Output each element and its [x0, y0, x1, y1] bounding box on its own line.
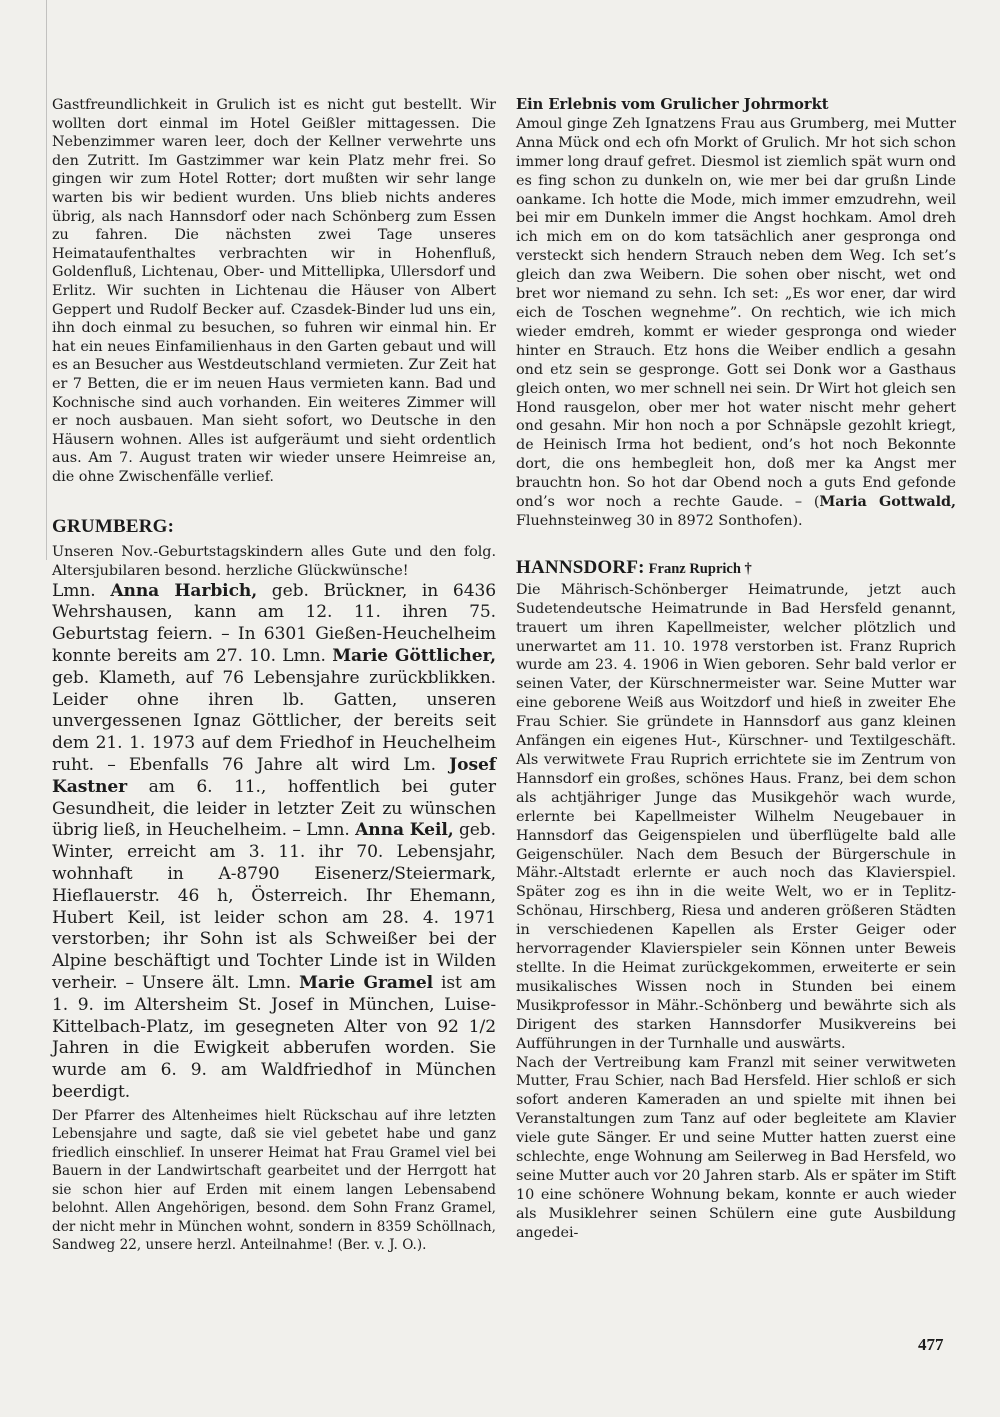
right-column: [516, 96, 956, 1243]
hannsdorf-subheading: Franz Ruprich †: [648, 560, 752, 577]
name-marie-goettlicher: Marie Göttlicher,: [332, 646, 496, 667]
erlebnis-heading: Ein Erlebnis vom Grulicher Johrmorkt: [516, 96, 829, 113]
grumberg-intro: Unseren Nov.-Geburtstagskindern alles Gute und den folg. Altersjubilaren besond. herzliche Glückwünsche!: [52, 544, 496, 580]
article-intro-paragraph: Gastfreundlichkeit in Grulich ist es nicht gut bestellt. Wir wollten dort einmal im Hotel Geißler mittagessen. Die Nebenzimmer waren leer, doch der Kellner verwehrte uns den Zutritt. Im Gastzimmer war kein Platz mehr frei. So gingen wir zum Hotel Rotter; dort mußten wir sehr lange warten bis wir bedient wurden. Uns blieb nichts anderes übrig, als nach Hannsdorf oder nach Schönberg zum Essen zu fahren. Die nächsten zwei Tage unseres Heimataufenthaltes verbrachten wir in Hohenfluß, Goldenfluß, Lichtenau, Ober- und Mittellipka, Ullersdorf und Erlitz. Wir suchten in Lichtenau die Häuser von Albert Geppert und Rudolf Becker auf. Czasdek-Binder lud uns ein, ihn doch einmal zu besuchen, so fuhren wir einmal hin. Er hat ein neues Einfamilienhaus in den Garten gebaut und will es an Besucher aus Westdeutschland vermieten. Zur Zeit hat er 7 Betten, die er im neuen Haus vermieten kann. Bad und Kochnische sind auch vorhanden. Ein weiteres Zimmer will er noch ausbauen. Man sieht sofort, wo Deutsche in den Häusern wohnen. Alles ist aufgeräumt und sieht ordentlich aus. Am 7. August traten wir wieder unsere Heimreise an, die ohne Zwischenfälle verlief.: [52, 97, 496, 485]
name-marie-gramel: Marie Gramel: [299, 973, 433, 993]
left-column: [52, 96, 496, 1255]
scan-edge-line: [46, 0, 47, 560]
gramel-obituary-note: Der Pfarrer des Altenheimes hielt Rückschau auf ihre letzten Lebensjahre und sagte, daß sie viel gebetet habe und ganz friedlich einschlief. In unserer Heimat hat Frau Gramel viel bei Bauern in der Landwirtschaft gearbeitet und der Herrgott hat sie schon hier auf Erden mit einem langen Lebensabend belohnt. Allen Angehörigen, besond. dem Sohn Franz Gramel, der nicht mehr in München wohnt, sondern in 8359 Schöllnach, Sandweg 22, unsere herzl. Anteilnahme! (Ber. v. J. O.).: [52, 1107, 496, 1254]
erlebnis-story: Amoul ginge Zeh Ignatzens Frau aus Grumberg, mei Mutter Anna Mück ond ech ofn Morkt of Grulich. Mr hot sich schon immer long drauf gefret. Diesmol ist ziemlich spät wurn ond es fing schon zu dunkeln on, wie mer bei dar grußn Linde oankame. Ich hotte die Mode, mich immer emzudrehn, weil bei mir em Dunkeln immer die Angst hochkam. Amol dreh ich mich em on do kom tatsächlich aner gespronga ond versteckt sich hendern Strauch neben dem Weg. Ich set’s gleich dan zwa Weibern. Die sohen ober nischt, wet ond bret wor niemand zu sehn. Ich set: „Es wor ener, dar wird eich de Toschen wegnehme”. On rechtich, wie ich mich wieder emdreh, kommt er wieder gespronga ond wieder hinter en Strauch. Etz hons die Weiber endlich a gesahn ond etz sein se gespronge. Gott sei Donk wor a Gasthaus gleich onten, wo mer schnell nei sein. Dr Wirt hot gleich sen Hond rausgelon, ober mer hot water nischt mehr gehert ond gesahn. Mir hon noch a por Schnäpsle gezohlt kriegt, de Heinisch Irma hot bedient, ond’s hot noch Bekonnte dort, die ons hembegleit hon, doß mer ka Angst mer brauchtn hon. So hot dar Obend noch a guts End gefonde ond’s wor noch a rechte Gaude. – (Maria Gottwald, Fluehnsteinweg 30 in 8972 Sonthofen).: [516, 115, 957, 529]
ruprich-obituary-paragraph-1: Die Mährisch-Schönberger Heimatrunde, jetzt auch Sudetendeutsche Heimatrunde in Bad Hersfeld genannt, trauert um ihren Kapellmeister, welcher plötzlich und unerwartet am 11. 10. 1978 verstorben ist. Franz Ruprich wurde am 23. 4. 1906 in Wien geboren. Sehr bald verlor er seinen Vater, der Kürschnermeister war. Seine Mutter war eine geborene Weiß aus Woitzdorf und hieß in zweiter Ehe Frau Schier. Sie gründete in Hannsdorf aus ganz kleinen Anfängen ein eigenes Hut-, Kürschner- und Textilgeschäft. Als verwitwete Frau Ruprich errichtete sie im Zentrum von Hannsdorf ein großes, schönes Haus. Franz, bei dem schon als achtjähriger Junge das Musikgehör wach wurde, erlernte bei Kapellmeister Wilhelm Neugebauer in Hannsdorf das Geigenspielen und überflügelte bald alle Geigenschüler. Nach dem Besuch der Bürgerschule in Mähr.-Altstadt erlernte er auch noch das Klavierspiel. Später zog es ihn in die weite Welt, wo er in Teplitz-Schönau, Hirschberg, Riesa und anderen größeren Städten in verschiedenen Kapellen als Erster Geiger oder hervorragender Klavierspieler sein Können unter Beweis stellte. In die Heimat zurückgekommen, erweiterte er sein musikalisches Wissen noch in Stunden bei einem Musikprofessor in Mähr.-Schönberg und bewährte sich als Dirigent des starken Hannsdorfer Musikvereins bei Aufführungen in der Turnhalle und auswärts.: [516, 581, 956, 1052]
grumberg-heading: GRUMBERG:: [52, 516, 175, 538]
page-number: 477: [918, 1335, 944, 1354]
hannsdorf-heading: HANNSDORF: Franz Ruprich †: [516, 556, 752, 578]
author-maria-gottwald: Maria Gottwald,: [819, 493, 957, 511]
ruprich-obituary-paragraph-2: Nach der Vertreibung kam Franzl mit seiner verwitweten Mutter, Frau Schier, nach Bad Hersfeld. Hier schloß er sich sofort anderen Kameraden an und spielte mit ihnen bei Veranstaltungen zum Tanz auf oder begleitete am Klavier viele gute Sänger. Er und seine Mutter hatten zuerst eine schlechte, enge Wohnung am Seilerweg in Bad Hersfeld, wo seine Mutter auch vor 20 Jahren starb. Als er später im Stift 10 eine schönere Wohnung bekam, konnte er auch wieder als Musiklehrer seinen Schülern eine gute Ausbildung angedei-: [516, 1054, 956, 1241]
name-anna-keil: Anna Keil,: [355, 820, 454, 841]
name-josef-kastner: Josef Kastner: [52, 755, 496, 797]
name-anna-harbich: Anna Harbich,: [110, 580, 258, 601]
grumberg-birthdays-paragraph: Lmn. Anna Harbich, geb. Brückner, in 6436 Wehrshausen, kann am 12. 11. ihren 75. Geburtstag feiern. – In 6301 Gießen-Heuchelheim konnte bereits am 27. 10. Lmn. Marie Göttlicher, geb. Klameth, auf 76 Lebensjahre zurückblikken. Leider ohne ihren lb. Gatten, unseren unvergessenen Ignaz Göttlicher, der bereits seit dem 21. 1. 1973 auf dem Friedhof in Heuchelheim ruht. – Ebenfalls 76 Jahre alt wird Lm. Josef Kastner am 6. 11., hoffentlich bei guter Gesundheit, die leider in letzter Zeit zu wünschen übrig ließ, in Heuchelheim. – Lmn. Anna Keil, geb. Winter, erreicht am 3. 11. ihr 70. Lebensjahr, wohnhaft in A-8790 Eisenerz/Steiermark, Hieflauerstr. 46 h, Österreich. Ihr Ehemann, Hubert Keil, ist leider schon am 28. 4. 1971 verstorben; ihr Sohn ist als Schweißer bei der Alpine beschäftigt und Tochter Linde ist in Wilden verheir. – Unsere ält. Lmn. Marie Gramel ist am 1. 9. im Altersheim St. Josef in München, Luise-Kittelbach-Platz, im gesegneten Alter von 92 1/2 Jahren in die Ewigkeit abberufen worden. Sie wurde am 6. 9. am Waldfriedhof in München beerdigt.: [52, 580, 497, 1102]
